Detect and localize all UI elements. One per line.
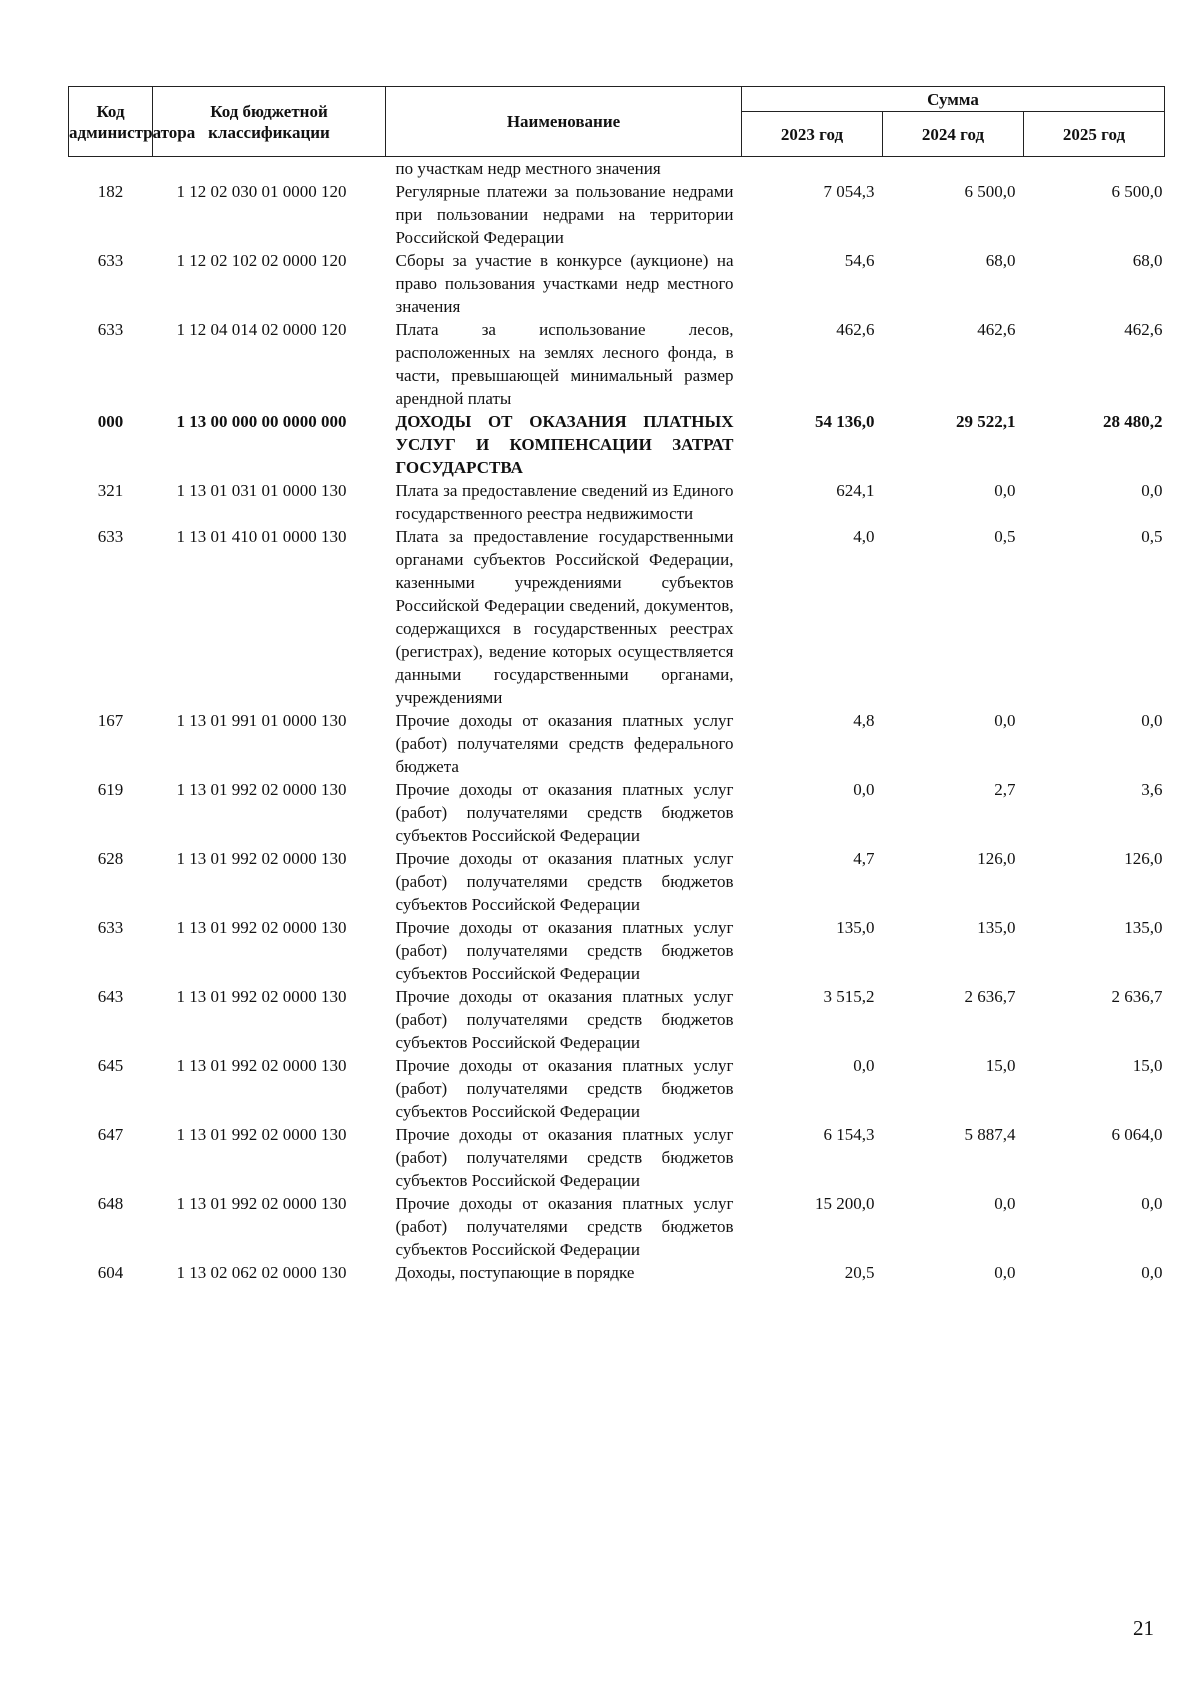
sum-2023-cell: 0,0 [853, 1056, 875, 1075]
budget-code-cell: 1 13 01 410 01 0000 130 [176, 527, 347, 546]
page-number: 21 [1133, 1616, 1154, 1640]
admin-code-cell: 633 [97, 251, 124, 270]
sum-2024-cell: 0,0 [994, 481, 1016, 500]
admin-code-cell: 633 [97, 527, 124, 546]
table-row [69, 1192, 1165, 1261]
sum-2023-cell: 7 054,3 [823, 182, 875, 201]
budget-code-cell: 1 13 00 000 00 0000 000 [176, 412, 347, 431]
sum-2025-cell: 28 480,2 [1103, 412, 1163, 431]
admin-code-cell: 628 [97, 849, 124, 868]
carryover-text: по участкам недр местного значения [395, 159, 661, 178]
sum-2024-cell: 0,0 [994, 1194, 1016, 1213]
budget-code-cell: 1 13 01 031 01 0000 130 [176, 481, 347, 500]
table-row [69, 410, 1165, 479]
table-row [69, 1123, 1165, 1192]
sum-2025-cell: 15,0 [1132, 1056, 1163, 1075]
sum-2023-cell: 20,5 [844, 1263, 875, 1282]
table-row [69, 525, 1165, 709]
sum-2025-cell: 0,5 [1141, 527, 1163, 546]
admin-code-cell: 321 [97, 481, 124, 500]
sum-2025-cell: 2 636,7 [1111, 987, 1163, 1006]
admin-code-cell: 633 [97, 320, 124, 339]
budget-code-cell: 1 13 01 992 02 0000 130 [176, 1125, 347, 1144]
sum-2023-cell: 624,1 [836, 481, 875, 500]
budget-code-cell: 1 13 02 062 02 0000 130 [176, 1263, 347, 1282]
budget-code-cell: 1 12 04 014 02 0000 120 [176, 320, 347, 339]
admin-code-cell: 182 [97, 182, 124, 201]
header-year-2025: 2025 год [1024, 112, 1165, 157]
sum-2023-cell: 6 154,3 [823, 1125, 875, 1144]
table-row [69, 1054, 1165, 1123]
sum-2023-cell: 462,6 [836, 320, 875, 339]
name-cell: Плата за предоставление сведений из Единого государственного реестра недвижимости [395, 481, 734, 523]
name-cell: Прочие доходы от оказания платных услуг (работ) получателями средств бюджетов субъектов Российской Федерации [395, 849, 734, 914]
budget-code-cell: 1 13 01 992 02 0000 130 [176, 1194, 347, 1213]
sum-2023-cell: 4,7 [853, 849, 875, 868]
sum-2024-cell: 0,0 [994, 1263, 1016, 1282]
sum-2025-cell: 6 064,0 [1111, 1125, 1163, 1144]
sum-2024-cell: 462,6 [977, 320, 1016, 339]
sum-2024-cell: 2,7 [994, 780, 1016, 799]
sum-2024-cell: 2 636,7 [964, 987, 1016, 1006]
sum-2024-cell: 15,0 [985, 1056, 1016, 1075]
budget-code-cell: 1 13 01 992 02 0000 130 [176, 849, 347, 868]
table-row [69, 180, 1165, 249]
name-cell: Прочие доходы от оказания платных услуг (работ) получателями средств бюджетов субъектов Российской Федерации [395, 987, 734, 1052]
sum-2024-cell: 5 887,4 [964, 1125, 1016, 1144]
sum-2024-cell: 126,0 [977, 849, 1016, 868]
admin-code-cell: 604 [97, 1263, 124, 1282]
revenue-table [68, 86, 1165, 1284]
table-row [69, 249, 1165, 318]
header-year-2023: 2023 год [742, 112, 883, 157]
budget-code-cell: 1 12 02 030 01 0000 120 [176, 182, 347, 201]
sum-2023-cell: 54,6 [844, 251, 875, 270]
name-cell: Прочие доходы от оказания платных услуг (работ) получателями средств бюджетов субъектов Российской Федерации [395, 1125, 734, 1190]
table-body [69, 157, 1165, 1285]
sum-2024-cell: 68,0 [985, 251, 1016, 270]
budget-code-cell: 1 13 01 992 02 0000 130 [176, 987, 347, 1006]
sum-2025-cell: 135,0 [1124, 918, 1163, 937]
admin-code-cell: 647 [97, 1125, 124, 1144]
sum-2025-cell: 462,6 [1124, 320, 1163, 339]
sum-2024-cell: 29 522,1 [956, 412, 1016, 431]
name-cell: Плата за предоставление государственными органами субъектов Российской Федерации, казенными учреждениями субъектов Российской Федерации сведений, документов, содержащихся в государственных реестрах (регистрах), ведение которых осуществляется данными государственными органами, учреждениями [395, 527, 734, 707]
sum-2024-cell: 135,0 [977, 918, 1016, 937]
sum-2025-cell: 126,0 [1124, 849, 1163, 868]
name-cell: Прочие доходы от оказания платных услуг (работ) получателями средств федерального бюджета [395, 711, 734, 776]
sum-2025-cell: 0,0 [1141, 481, 1163, 500]
sum-2025-cell: 3,6 [1141, 780, 1163, 799]
sum-2023-cell: 3 515,2 [823, 987, 875, 1006]
budget-code-cell: 1 13 01 992 02 0000 130 [176, 918, 347, 937]
sum-2023-cell: 0,0 [853, 780, 875, 799]
header-year-2024: 2024 год [883, 112, 1024, 157]
admin-code-cell: 619 [97, 780, 124, 799]
admin-code-cell: 648 [97, 1194, 124, 1213]
admin-code-cell: 633 [97, 918, 124, 937]
budget-code-cell: 1 13 01 992 02 0000 130 [176, 1056, 347, 1075]
admin-code-cell: 643 [97, 987, 124, 1006]
sum-2023-cell: 54 136,0 [815, 412, 875, 431]
name-cell: Прочие доходы от оказания платных услуг (работ) получателями средств бюджетов субъектов Российской Федерации [395, 1194, 734, 1259]
name-cell: ДОХОДЫ ОТ ОКАЗАНИЯ ПЛАТНЫХ УСЛУГ И КОМПЕНСАЦИИ ЗАТРАТ ГОСУДАРСТВА [395, 412, 734, 477]
admin-code-cell: 645 [97, 1056, 124, 1075]
header-sum: Сумма [742, 87, 1165, 112]
budget-code-cell: 1 13 01 991 01 0000 130 [176, 711, 347, 730]
budget-code-cell: 1 12 02 102 02 0000 120 [176, 251, 347, 270]
name-cell: Регулярные платежи за пользование недрами при пользовании недрами на территории Российской Федерации [395, 182, 734, 247]
sum-2025-cell: 0,0 [1141, 1194, 1163, 1213]
sum-2025-cell: 6 500,0 [1111, 182, 1163, 201]
carryover-row [69, 157, 1165, 181]
sum-2025-cell: 0,0 [1141, 711, 1163, 730]
header-admin-code: Код администратора [69, 87, 153, 157]
table-header [69, 87, 1165, 157]
sum-2024-cell: 0,5 [994, 527, 1016, 546]
table-row [69, 916, 1165, 985]
table-row [69, 709, 1165, 778]
sum-2024-cell: 0,0 [994, 711, 1016, 730]
sum-2024-cell: 6 500,0 [964, 182, 1016, 201]
table-row [69, 1261, 1165, 1284]
table-row [69, 985, 1165, 1054]
sum-2023-cell: 4,0 [853, 527, 875, 546]
table-row [69, 479, 1165, 525]
name-cell: Прочие доходы от оказания платных услуг (работ) получателями средств бюджетов субъектов Российской Федерации [395, 780, 734, 845]
budget-code-cell: 1 13 01 992 02 0000 130 [176, 780, 347, 799]
sum-2025-cell: 0,0 [1141, 1263, 1163, 1282]
name-cell: Сборы за участие в конкурсе (аукционе) на право пользования участками недр местного значения [395, 251, 734, 316]
sum-2025-cell: 68,0 [1132, 251, 1163, 270]
table-row [69, 778, 1165, 847]
table-row [69, 318, 1165, 410]
sum-2023-cell: 15 200,0 [815, 1194, 875, 1213]
name-cell: Прочие доходы от оказания платных услуг (работ) получателями средств бюджетов субъектов Российской Федерации [395, 918, 734, 983]
name-cell: Доходы, поступающие в порядке [395, 1263, 635, 1282]
header-name: Наименование [386, 87, 742, 157]
name-cell: Плата за использование лесов, расположенных на землях лесного фонда, в части, превышающей минимальный размер арендной платы [395, 320, 734, 408]
admin-code-cell: 000 [97, 412, 124, 431]
name-cell: Прочие доходы от оказания платных услуг (работ) получателями средств бюджетов субъектов Российской Федерации [395, 1056, 734, 1121]
admin-code-cell: 167 [97, 711, 124, 730]
table-row [69, 847, 1165, 916]
sum-2023-cell: 4,8 [853, 711, 875, 730]
header-budget-code: Код бюджетной классификации [153, 87, 386, 157]
sum-2023-cell: 135,0 [836, 918, 875, 937]
